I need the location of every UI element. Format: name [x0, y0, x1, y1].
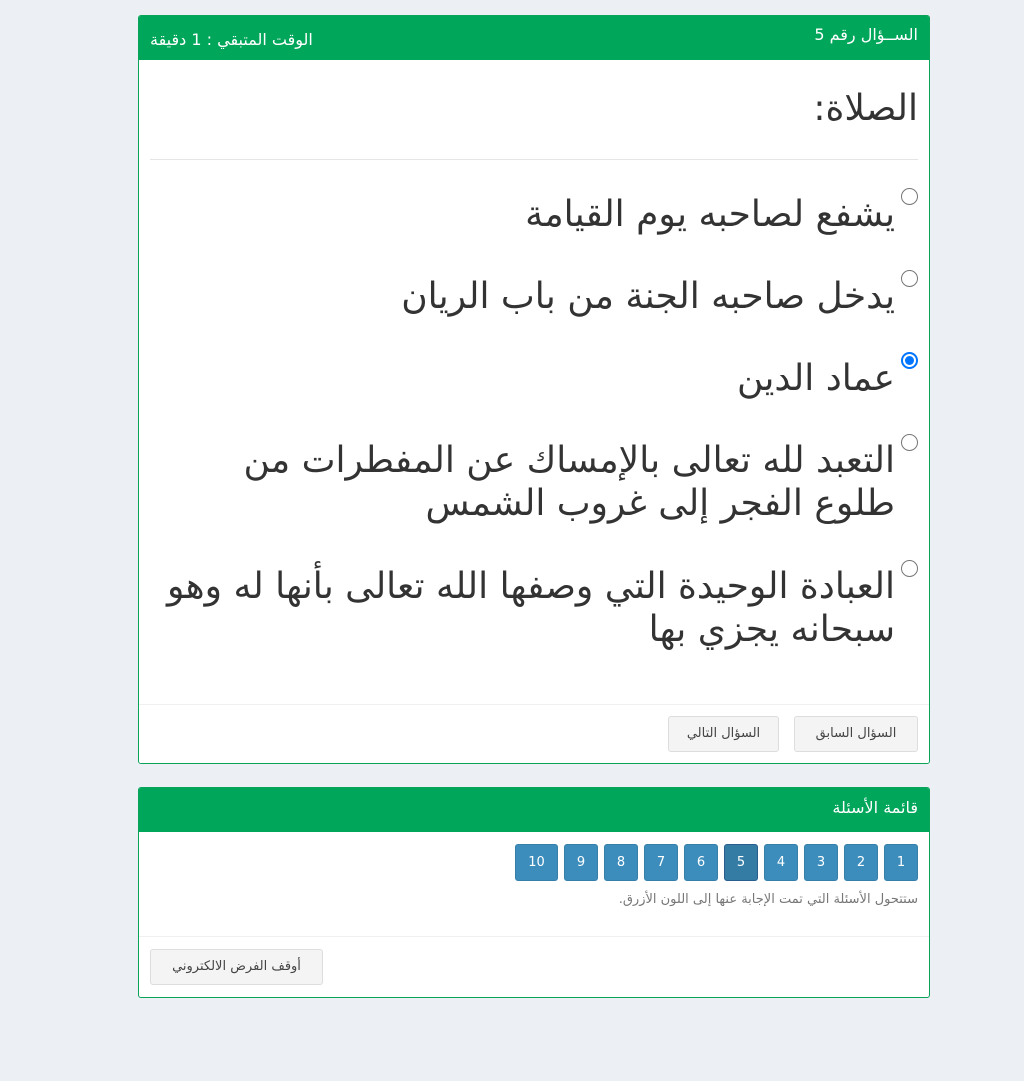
- stop-exam-button[interactable]: أوقف الفرض الالكتروني: [150, 949, 323, 985]
- option-radio-selected[interactable]: [901, 352, 918, 369]
- question-link-6[interactable]: 6: [684, 844, 718, 881]
- answered-hint: ستتحول الأسئلة التي تمت الإجابة عنها إلى اللون الأزرق.: [618, 892, 918, 907]
- option-label[interactable]: العبادة الوحيدة التي وصفها الله تعالى بأنها له وهو سبحانه يجزي بها: [167, 566, 895, 650]
- question-header: [139, 16, 929, 60]
- divider: [150, 159, 918, 160]
- next-question-button[interactable]: السؤال التالي: [668, 716, 779, 752]
- question-link-10[interactable]: 10: [515, 844, 558, 881]
- question-link-1[interactable]: 1: [884, 844, 918, 881]
- option-label[interactable]: يدخل صاحبه الجنة من باب الريان: [401, 276, 895, 317]
- option-radio[interactable]: [901, 560, 918, 577]
- question-list-footer: [139, 936, 929, 997]
- question-footer: [139, 704, 929, 764]
- question-body: [139, 60, 929, 703]
- question-link-7[interactable]: 7: [644, 844, 678, 881]
- remaining-time: الوقت المتبقي : 1 دقيقة: [150, 30, 313, 49]
- question-number: الســؤال رقم 5: [814, 25, 918, 44]
- option-radio[interactable]: [901, 434, 918, 451]
- question-navigation: [508, 844, 918, 881]
- option-label[interactable]: التعبد لله تعالى بالإمساك عن المفطرات من طلوع الفجر إلى غروب الشمس: [243, 440, 895, 524]
- option-label[interactable]: يشفع لصاحبه يوم القيامة: [525, 194, 895, 235]
- previous-question-button[interactable]: السؤال السابق: [794, 716, 918, 752]
- question-list-panel: [138, 787, 930, 998]
- question-link-3[interactable]: 3: [804, 844, 838, 881]
- option-radio[interactable]: [901, 270, 918, 287]
- question-list-header: [139, 788, 929, 832]
- option-label[interactable]: عماد الدين: [736, 358, 895, 399]
- question-link-9[interactable]: 9: [564, 844, 598, 881]
- option-radio[interactable]: [901, 188, 918, 205]
- question-link-2[interactable]: 2: [844, 844, 878, 881]
- question-panel: [138, 15, 930, 764]
- question-list-title: قائمة الأسئلة: [832, 798, 918, 817]
- question-link-8[interactable]: 8: [604, 844, 638, 881]
- question-link-4[interactable]: 4: [764, 844, 798, 881]
- question-text: الصلاة:: [813, 88, 918, 129]
- question-link-5-current[interactable]: 5: [724, 844, 758, 881]
